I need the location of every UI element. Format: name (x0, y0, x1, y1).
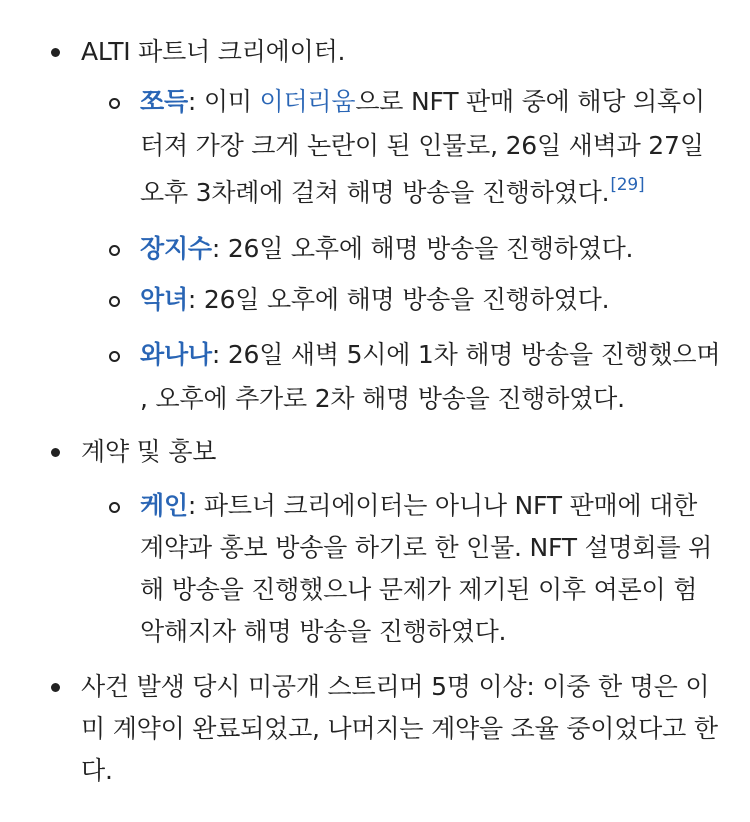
bullet-disc (51, 448, 60, 457)
bullet-circle (109, 296, 120, 307)
list-item-text: ALTI 파트너 크리에이터. (81, 37, 346, 66)
person-link-jangjisu[interactable]: 장지수 (140, 234, 212, 263)
sub-item-line: 악해지자 해명 방송을 진행하였다. (140, 617, 507, 646)
list-item-text: 계약 및 홍보 (81, 437, 217, 466)
bullet-circle (109, 245, 120, 256)
person-link-aknyeo[interactable]: 악녀 (140, 285, 188, 314)
list-item-text: 사건 발생 당시 미공개 스트리머 5명 이상: 이중 한 명은 이 (81, 672, 710, 701)
sub-item-line (140, 175, 645, 208)
footnote-link[interactable]: [29] (610, 175, 645, 195)
sub-item-line: , 오후에 추가로 2차 해명 방송을 진행하였다. (140, 384, 625, 413)
text-fragment: : 파트너 크리에이터는 아니나 NFT 판매에 대한 (187, 491, 698, 520)
text-fragment: : 26일 오후에 해명 방송을 진행하였다. (187, 285, 610, 314)
person-link-kane[interactable]: 케인 (140, 491, 188, 520)
text-fragment: 으로 NFT 판매 중에 해당 의혹이 (355, 87, 705, 116)
bullet-disc (51, 683, 60, 692)
text-fragment: : 26일 새벽 5시에 1차 해명 방송을 진행했으며 (211, 340, 721, 369)
text-fragment: 오후 3차례에 걸쳐 해명 방송을 진행하였다. (140, 178, 610, 207)
link-ethereum[interactable]: 이더리움 (259, 87, 356, 116)
sub-item-line (140, 340, 720, 370)
sub-item-line: 해 방송을 진행했으나 문제가 제기된 이후 여론이 험 (140, 575, 698, 604)
sub-item-line: 계약과 홍보 방송을 하기로 한 인물. NFT 설명회를 위 (140, 533, 713, 562)
person-link-jjondeuk[interactable]: 쪼득 (140, 87, 188, 116)
bullet-circle (109, 351, 120, 362)
text-fragment: : 이미 (187, 87, 260, 116)
bullet-disc (51, 48, 60, 57)
list-item-text: 미 계약이 완료되었고, 나머지는 계약을 조율 중이었다고 한 (81, 714, 718, 743)
text-fragment: : 26일 오후에 해명 방송을 진행하였다. (211, 234, 634, 263)
sub-item-line (140, 285, 609, 315)
list-item-text: 다. (81, 756, 113, 785)
person-link-wanana[interactable]: 와나나 (140, 340, 212, 369)
sub-item-line: 터져 가장 크게 논란이 된 인물로, 26일 새벽과 27일 (140, 131, 704, 160)
bullet-circle (109, 502, 120, 513)
sub-item-line (140, 87, 705, 117)
bullet-circle (109, 98, 120, 109)
sub-item-line (140, 234, 633, 264)
sub-item-line (140, 491, 697, 521)
